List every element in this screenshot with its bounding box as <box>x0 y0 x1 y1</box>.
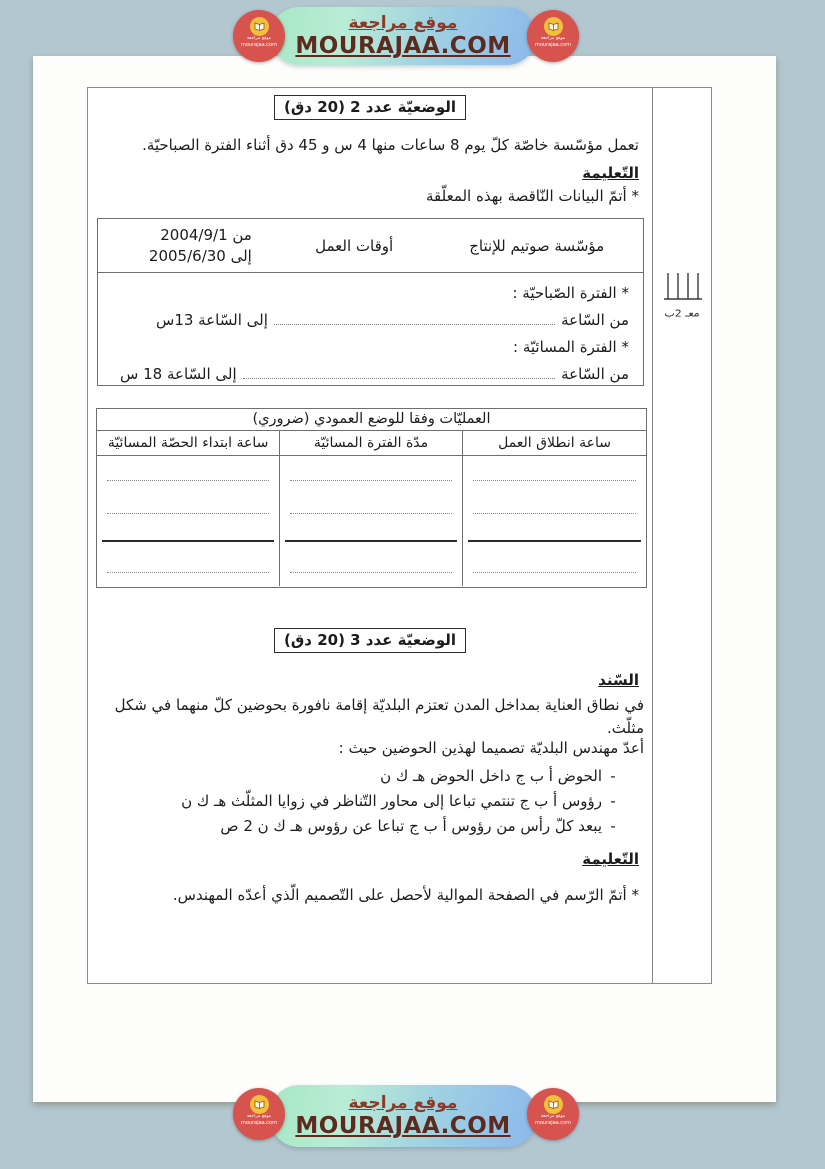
badge-text-arabic: موقع مراجعة <box>540 36 566 41</box>
evening-from-label: من السّاعة <box>561 365 629 383</box>
site-domain-link[interactable]: MOURAJAA.COM <box>295 33 511 59</box>
column-header-evening-duration: مدّة الفترة المسائيّة <box>280 431 463 455</box>
situation3-support-heading: السّند <box>598 671 639 689</box>
site-domain-link[interactable]: MOURAJAA.COM <box>295 1113 511 1139</box>
answer-cell-evening-duration[interactable] <box>280 456 463 586</box>
situation2-title-row <box>88 95 652 120</box>
morning-to-label: إلى السّاعة 13س <box>156 311 268 329</box>
document-main-column <box>88 88 653 983</box>
site-banner-pill[interactable] <box>270 7 536 65</box>
situation3-instruction-heading: التّعليمة <box>582 850 639 868</box>
margin-annotation <box>660 270 704 320</box>
operations-table-caption: العمليّات وفقا للوضع العمودي (ضروري) <box>97 409 646 431</box>
date-range-cell <box>98 219 278 272</box>
evening-answer-blank[interactable] <box>243 378 555 379</box>
operations-table <box>96 408 647 588</box>
bullet-marker: - <box>610 817 616 835</box>
situation3-bullets <box>96 764 624 839</box>
work-times-table <box>97 218 644 386</box>
book-icon <box>250 1095 269 1114</box>
book-icon <box>544 17 563 36</box>
situation2-title: الوضعيّة عدد 2 (20 دق) <box>274 95 466 120</box>
badge-text-domain: mourajaa.com <box>240 42 277 48</box>
situation2-intro: تعمل مؤسّسة خاصّة كلّ يوم 8 ساعات منها 4 س و 45 دق أثناء الفترة الصباحيّة. <box>142 136 639 154</box>
badge-text-arabic: موقع مراجعة <box>246 1114 272 1119</box>
scanned-page <box>33 56 776 1102</box>
answer-cell-work-start[interactable] <box>463 456 646 586</box>
morning-period-label: * الفترة الصّباحيّة : <box>512 284 629 302</box>
work-times-title-cell: أوقات العمل <box>315 236 394 255</box>
morning-from-label: من السّاعة <box>561 311 629 329</box>
site-banner-pill[interactable] <box>270 1085 536 1147</box>
answer-cell-evening-start[interactable] <box>97 456 280 586</box>
site-logo-badge <box>527 1088 579 1140</box>
badge-text-domain: mourajaa.com <box>534 42 571 48</box>
site-logo-badge <box>233 10 285 62</box>
evening-period-label: * الفترة المسائيّة : <box>513 338 629 356</box>
book-icon <box>250 17 269 36</box>
date-to: إلى 2005/6/30 <box>148 246 252 265</box>
situation3-instruction: * أتمّ الرّسم في الصفحة الموالية لأحصل على التّصميم الّذي أعدّه المهندس. <box>172 886 639 904</box>
margin-note-label: معـ 2ب <box>664 307 700 320</box>
operations-table-column-headers <box>97 431 646 456</box>
column-header-work-start: ساعة انطلاق العمل <box>498 435 611 451</box>
morning-answer-blank[interactable] <box>274 324 555 325</box>
document-side-column <box>653 88 712 983</box>
situation2-instruction: * أتمّ البيانات النّاقصة بهذه المعلّقة <box>425 187 639 205</box>
situation3-title: الوضعيّة عدد 3 (20 دق) <box>274 628 466 653</box>
badge-text-arabic: موقع مراجعة <box>540 1114 566 1119</box>
site-name-arabic[interactable]: موقع مراجعة <box>348 1093 458 1113</box>
situation2-instruction-heading: التّعليمة <box>582 164 639 182</box>
site-logo-badge <box>527 10 579 62</box>
site-logo-badge <box>233 1088 285 1140</box>
bullet-marker: - <box>610 767 616 785</box>
site-name-arabic[interactable]: موقع مراجعة <box>348 13 458 33</box>
work-times-table-header <box>98 219 643 273</box>
evening-period-row <box>112 362 629 386</box>
situation3-title-row <box>88 628 652 653</box>
badge-text-arabic: موقع مراجعة <box>246 36 272 41</box>
bullet-item <box>96 764 624 789</box>
badge-text-domain: mourajaa.com <box>534 1120 571 1126</box>
evening-to-label: إلى السّاعة 18 س <box>120 365 237 383</box>
bullet-text: رؤوس أ ب ج تنتمي تباعا إلى محاور التّناظر في زوايا المثلّث هـ ك ن <box>181 792 602 810</box>
bullet-text: الحوض أ ب ج داخل الحوض هـ ك ن <box>380 767 602 785</box>
morning-period-row <box>112 308 629 332</box>
column-header-evening-start: ساعة ابتداء الحصّة المسائيّة <box>97 431 280 455</box>
operations-table-body <box>97 456 646 586</box>
badge-text-domain: mourajaa.com <box>240 1120 277 1126</box>
situation3-engineer-line: أعدّ مهندس البلديّة تصميما لهذين الحوضين حيث : <box>338 739 644 757</box>
work-times-table-body <box>98 273 643 386</box>
bullet-item <box>96 789 624 814</box>
tally-marks-icon <box>660 270 704 306</box>
situation3-support-text: في نطاق العناية بمداخل المدن تعتزم البلديّة إقامة نافورة بحوضين كلّ منهما في شكل مثلّث. <box>114 696 644 737</box>
book-icon <box>544 1095 563 1114</box>
bullet-item <box>96 814 624 839</box>
bullet-marker: - <box>610 792 616 810</box>
document-frame <box>87 87 712 984</box>
company-name-cell: مؤسّسة صوتيم للإنتاج <box>469 236 605 255</box>
bullet-text: يبعد كلّ رأس من رؤوس أ ب ج تباعا عن رؤوس هـ ك ن 2 ص <box>220 817 602 835</box>
date-from: من 2004/9/1 <box>160 225 252 244</box>
